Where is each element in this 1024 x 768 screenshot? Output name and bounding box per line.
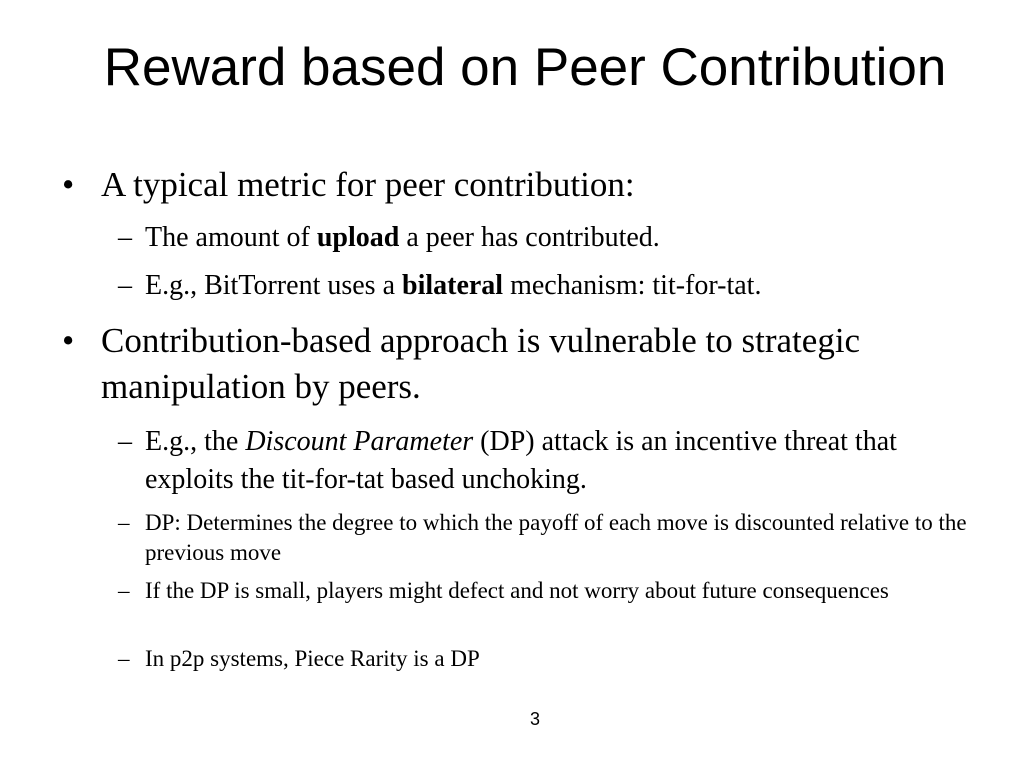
page-number: 3 <box>530 709 541 729</box>
italic-term: Discount Parameter <box>245 426 474 457</box>
dash-icon: – <box>118 510 130 535</box>
bullet-text: Contribution-based approach is vulnerable to strategic manipulation by peers. <box>101 321 861 406</box>
sub-bullet-item <box>118 423 978 499</box>
sub-bullet-text <box>118 423 978 499</box>
bullet-icon: • <box>62 165 75 204</box>
bullet-item <box>62 162 982 208</box>
text-segment: E.g., BitTorrent uses a <box>145 270 402 301</box>
dash-icon: – <box>118 646 130 671</box>
bullet-item <box>62 318 982 410</box>
bold-term: bilateral <box>402 270 504 301</box>
text-segment: E.g., the <box>145 426 246 457</box>
sub-bullet-text <box>118 219 978 257</box>
sub-bullet-item <box>118 219 978 257</box>
slide-title: Reward based on Peer Contribution <box>103 38 947 97</box>
text-segment: The amount of <box>145 222 317 253</box>
dash-icon: – <box>118 578 130 603</box>
dash-icon: – <box>118 270 132 301</box>
bullet-text: A typical metric for peer contribution: <box>101 165 635 204</box>
text-segment: mechanism: tit-for-tat. <box>503 270 762 301</box>
dash-icon: – <box>118 222 132 253</box>
sub-bullet-text <box>118 267 978 305</box>
sub-bullet-text: If the DP is small, players might defect and not worry about future consequences <box>145 578 889 603</box>
dash-icon: – <box>118 426 132 457</box>
sub-bullet-item <box>118 576 978 606</box>
sub-bullet-text: DP: Determines the degree to which the payoff of each move is discounted relative to the previous move <box>145 510 967 565</box>
bullet-icon: • <box>62 321 75 360</box>
sub-bullet-item <box>118 267 978 305</box>
sub-bullet-item <box>118 644 978 674</box>
bold-term: upload <box>316 222 400 253</box>
text-segment: a peer has contributed. <box>399 222 660 253</box>
sub-bullet-text: In p2p systems, Piece Rarity is a DP <box>145 646 480 671</box>
sub-bullet-item <box>118 508 978 568</box>
text-segment: (DP) attack is an incentive threat that exploits the tit-for-tat based unchoking. <box>145 426 897 495</box>
